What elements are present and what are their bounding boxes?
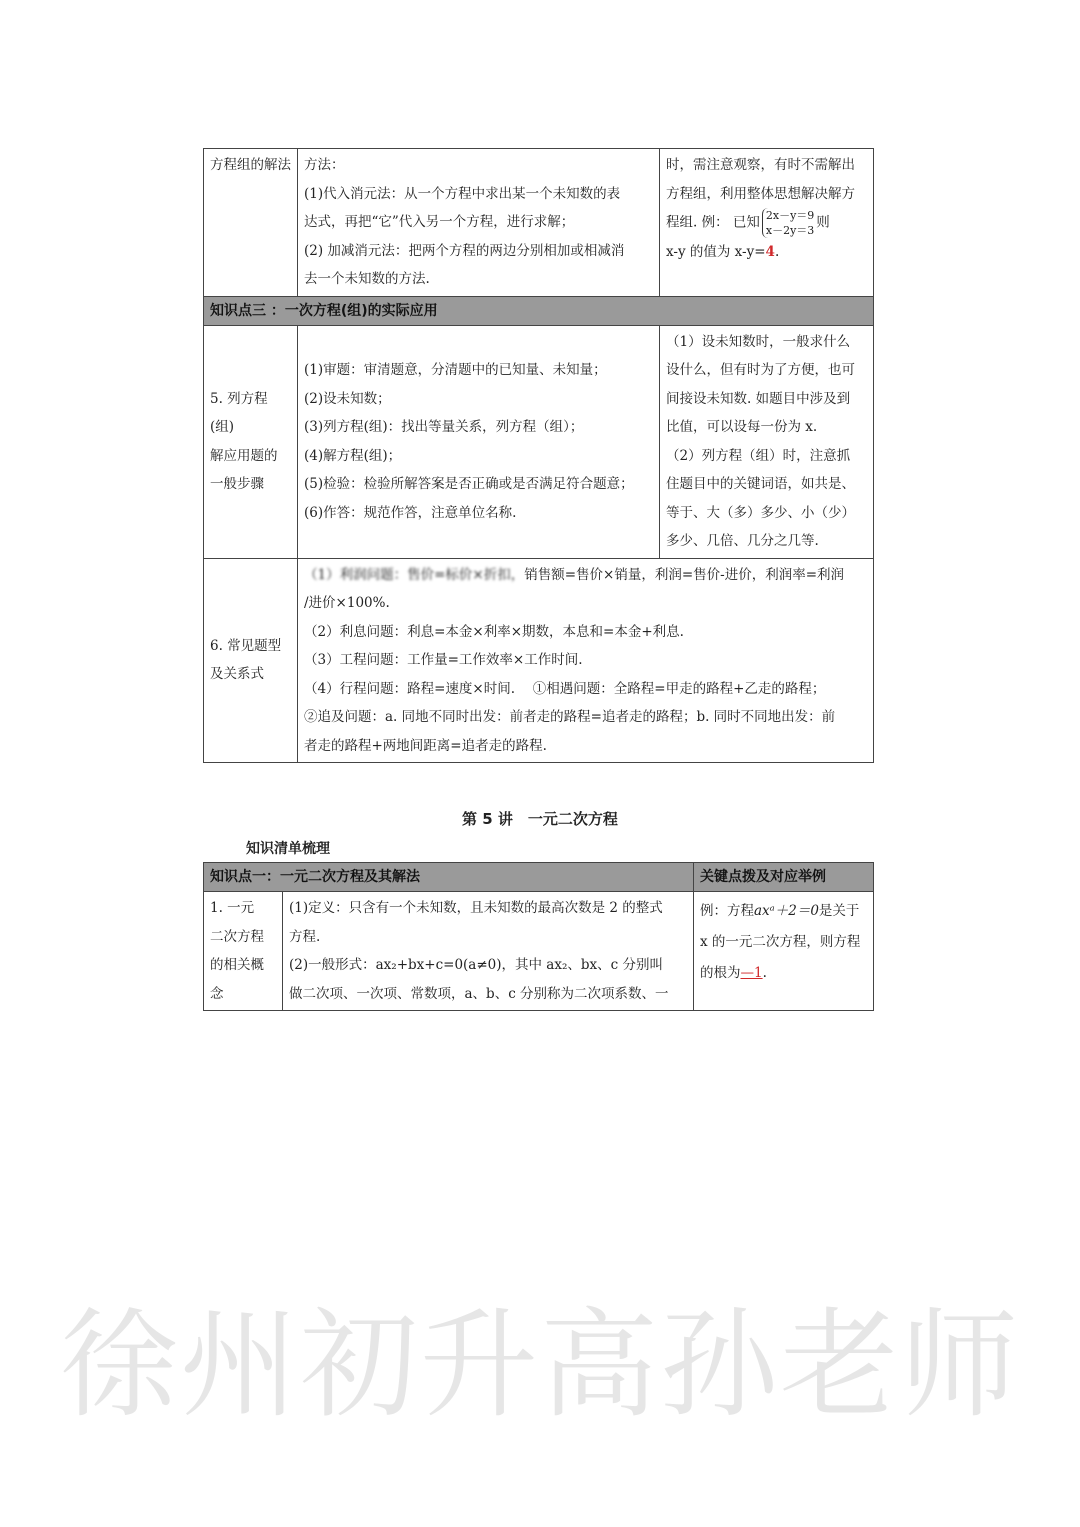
row-label-6: [204, 558, 298, 763]
definition-line: 做二次项、一次项、常数项，a、b、c 分别称为二次项系数、一: [289, 985, 669, 1002]
method-line: 达式，再把“它”代入另一个方程，进行求解；: [304, 214, 575, 230]
example-cell: [694, 892, 874, 1011]
row-label-line: 一般步骤: [210, 476, 264, 492]
row-label-line: 念: [210, 985, 224, 1002]
note-example-line: [666, 208, 867, 238]
note-line: （1）设未知数时，一般求什么: [666, 333, 851, 350]
row-label-line: 1. 一元: [210, 900, 255, 916]
step-line: (3)列方程(组)：找出等量关系，列方程（组）；: [304, 419, 584, 435]
note-line: 设什么，但有时为了方便，也可: [666, 362, 855, 378]
note-line: （2）列方程（组）时，注意抓: [666, 447, 851, 464]
table-row: [204, 325, 874, 558]
note-line: 时，需注意观察，有时不需解出: [666, 157, 855, 173]
method-line: 方法：: [304, 157, 345, 173]
note-line: 方程组，利用整体思想解决解方: [666, 185, 855, 202]
note-line: 多少、几倍、几分之几等.: [666, 533, 819, 549]
method-line: 去一个未知数的方法.: [304, 271, 430, 287]
row-label-line: 解应用题的: [210, 447, 278, 464]
note-example-prefix: 程组. 例： 已知: [666, 214, 760, 231]
step-line: (5)检验：检验所解答案是否正确或是否满足符合题意；: [304, 476, 634, 492]
note-line: 比值，可以设每一份为 x.: [666, 419, 818, 435]
note-line: 等于、大（多）多少、小（少）: [666, 504, 855, 521]
table-row: [204, 892, 874, 1011]
example-equation: axᵃ＋2＝0: [754, 903, 819, 919]
row-label-5: [204, 325, 298, 558]
definition-line: (2)一般形式：ax₂+bx+c=0(a≠0)，其中 ax₂、bx、c 分别叫: [289, 957, 663, 973]
table-row: [204, 149, 874, 297]
relation-line: （3）工程问题：工作量=工作效率×工作时间.: [304, 652, 583, 668]
table2-header-right: 关键点拨及对应举例: [694, 863, 874, 892]
note-answer-prefix: x-y 的值为 x-y=: [666, 244, 766, 260]
steps-cell: [298, 325, 660, 558]
relation-line: 者走的路程+两地间距离=追者走的路程.: [304, 737, 547, 754]
row-label-line: 及关系式: [210, 666, 264, 683]
example-line: [700, 896, 867, 927]
row-label-solve: [204, 149, 298, 297]
step-line: (1)审题：审清题意，分清题中的已知量、未知量；: [304, 362, 607, 378]
row-label-1: [204, 892, 283, 1011]
example-prefix: 的根为: [700, 965, 741, 981]
row-label-line: 二次方程: [210, 928, 264, 945]
example-prefix: 例：方程: [700, 903, 754, 919]
knowledge-table-1: [203, 148, 874, 763]
example-end: .: [762, 965, 767, 981]
definition-line: 方程.: [289, 928, 321, 945]
row-label-line: 6. 常见题型: [210, 637, 282, 654]
relation-line: （2）利息问题：利息=本金×利率×期数，本息和=本金+利息.: [304, 623, 684, 640]
note-answer: 4: [765, 244, 775, 260]
row-label-text: 方程组的解法: [210, 157, 291, 173]
section-header-row: [204, 863, 874, 892]
relation-line: [304, 561, 867, 590]
note-cell: [660, 325, 874, 558]
note-line: 住题目中的关键词语，如共是、: [666, 476, 855, 492]
row-label-line: (组): [210, 419, 235, 435]
equation-system: [762, 208, 814, 238]
method-cell: [298, 149, 660, 297]
relation-line: /进价×100%.: [304, 595, 390, 611]
method-line: (2) 加减消元法：把两个方程的两边分别相加或相减消: [304, 242, 625, 259]
note-line: 间接设未知数. 如题目中涉及到: [666, 390, 851, 407]
example-line: [700, 958, 867, 989]
definition-cell: [283, 892, 694, 1011]
row-label-line: 5. 列方程: [210, 390, 268, 407]
lecture-title: 第 5 讲 一元二次方程: [462, 810, 618, 828]
step-line: (2)设未知数；: [304, 390, 391, 407]
example-answer: —1: [740, 965, 763, 981]
watermark-text: 徐州初升高孙老师: [59, 1296, 1020, 1434]
lecture-subtitle: 知识清单梳理: [246, 841, 330, 857]
system-eq: 2x－y＝9: [765, 209, 815, 222]
row-label-line: 的相关概: [210, 957, 264, 973]
note-answer-end: .: [774, 244, 780, 260]
system-eq: x－2y＝3: [765, 224, 815, 237]
method-line: (1)代入消元法：从一个方程中求出某一个未知数的表: [304, 185, 621, 202]
section-header-row: [204, 296, 874, 325]
relation-line-rest: 销售额=售价×销量，利润=售价-进价，利润率=利润: [524, 566, 845, 583]
step-line: (4)解方程(组)；: [304, 447, 402, 464]
example-line: x 的一元二次方程，则方程: [700, 934, 861, 950]
section3-header: 知识点三 ：一次方程(组)的实际应用: [204, 296, 874, 325]
table-row: [204, 558, 874, 763]
note-example-suffix: 则: [816, 214, 830, 231]
example-mid: 是关于: [818, 903, 860, 919]
relation-line-blurred: （1）利润问题：售价=标价×折扣，: [304, 566, 525, 583]
relation-line: ②追及问题：a. 同地不同时出发：前者走的路程=追者走的路程；b. 同时不同地出发：前: [304, 709, 836, 725]
note-cell: [660, 149, 874, 297]
note-answer-line: [666, 238, 867, 267]
step-line: (6)作答：规范作答，注意单位名称.: [304, 504, 517, 521]
definition-line: (1)定义：只含有一个未知数，且未知数的最高次数是 2 的整式: [289, 900, 663, 916]
knowledge-table-2: [203, 862, 874, 1011]
table2-header-left: 知识点一：一元二次方程及其解法: [204, 863, 694, 892]
relations-cell: [298, 558, 874, 763]
relation-line: （4）行程问题：路程=速度×时间. ①相遇问题：全路程=甲走的路程+乙走的路程；: [304, 680, 826, 697]
